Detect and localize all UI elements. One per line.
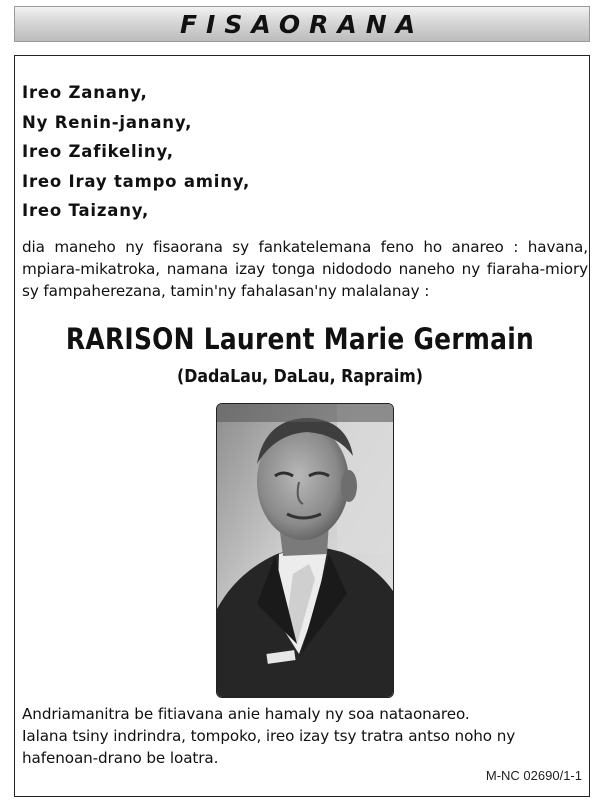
portrait-image <box>217 404 394 698</box>
addressee-item: Ny Renin-janany, <box>22 112 193 132</box>
addressee-item: Ireo Taizany, <box>22 201 150 220</box>
intro-paragraph: dia maneho ny fisaorana sy fankatelemana feno ho anareo : havana, mpiara-mikatroka, namana izay tonga nidododo naneho ny fiaraha-miory sy fampaherezana, tamin'ny fahalasan'ny malalanay : <box>22 238 588 300</box>
addressee-item: Ireo Zanany, <box>22 83 148 102</box>
closing-line: Andriamanitra be fitiavana anie hamaly ny soa nataonareo. <box>22 705 470 723</box>
addressee-item: Ireo Iray tampo aminy, <box>22 171 251 191</box>
page-title: FISAORANA <box>179 9 425 39</box>
closing-paragraph <box>22 703 588 769</box>
header-bar <box>14 6 590 42</box>
portrait-photo <box>216 403 394 698</box>
deceased-name: RARISON Laurent Marie Germain <box>65 322 535 356</box>
reference-code: M-NC 02690/1-1 <box>485 768 582 783</box>
deceased-nicknames: (DadaLau, DaLau, Rapraim) <box>176 366 424 387</box>
closing-line: Ialana tsiny indrindra, tompoko, ireo izay tsy tratra antso noho ny hafenoan-drano be loatra. <box>22 727 516 767</box>
addressee-list <box>22 78 250 226</box>
addressee-item: Ireo Zafikeliny, <box>22 142 174 161</box>
